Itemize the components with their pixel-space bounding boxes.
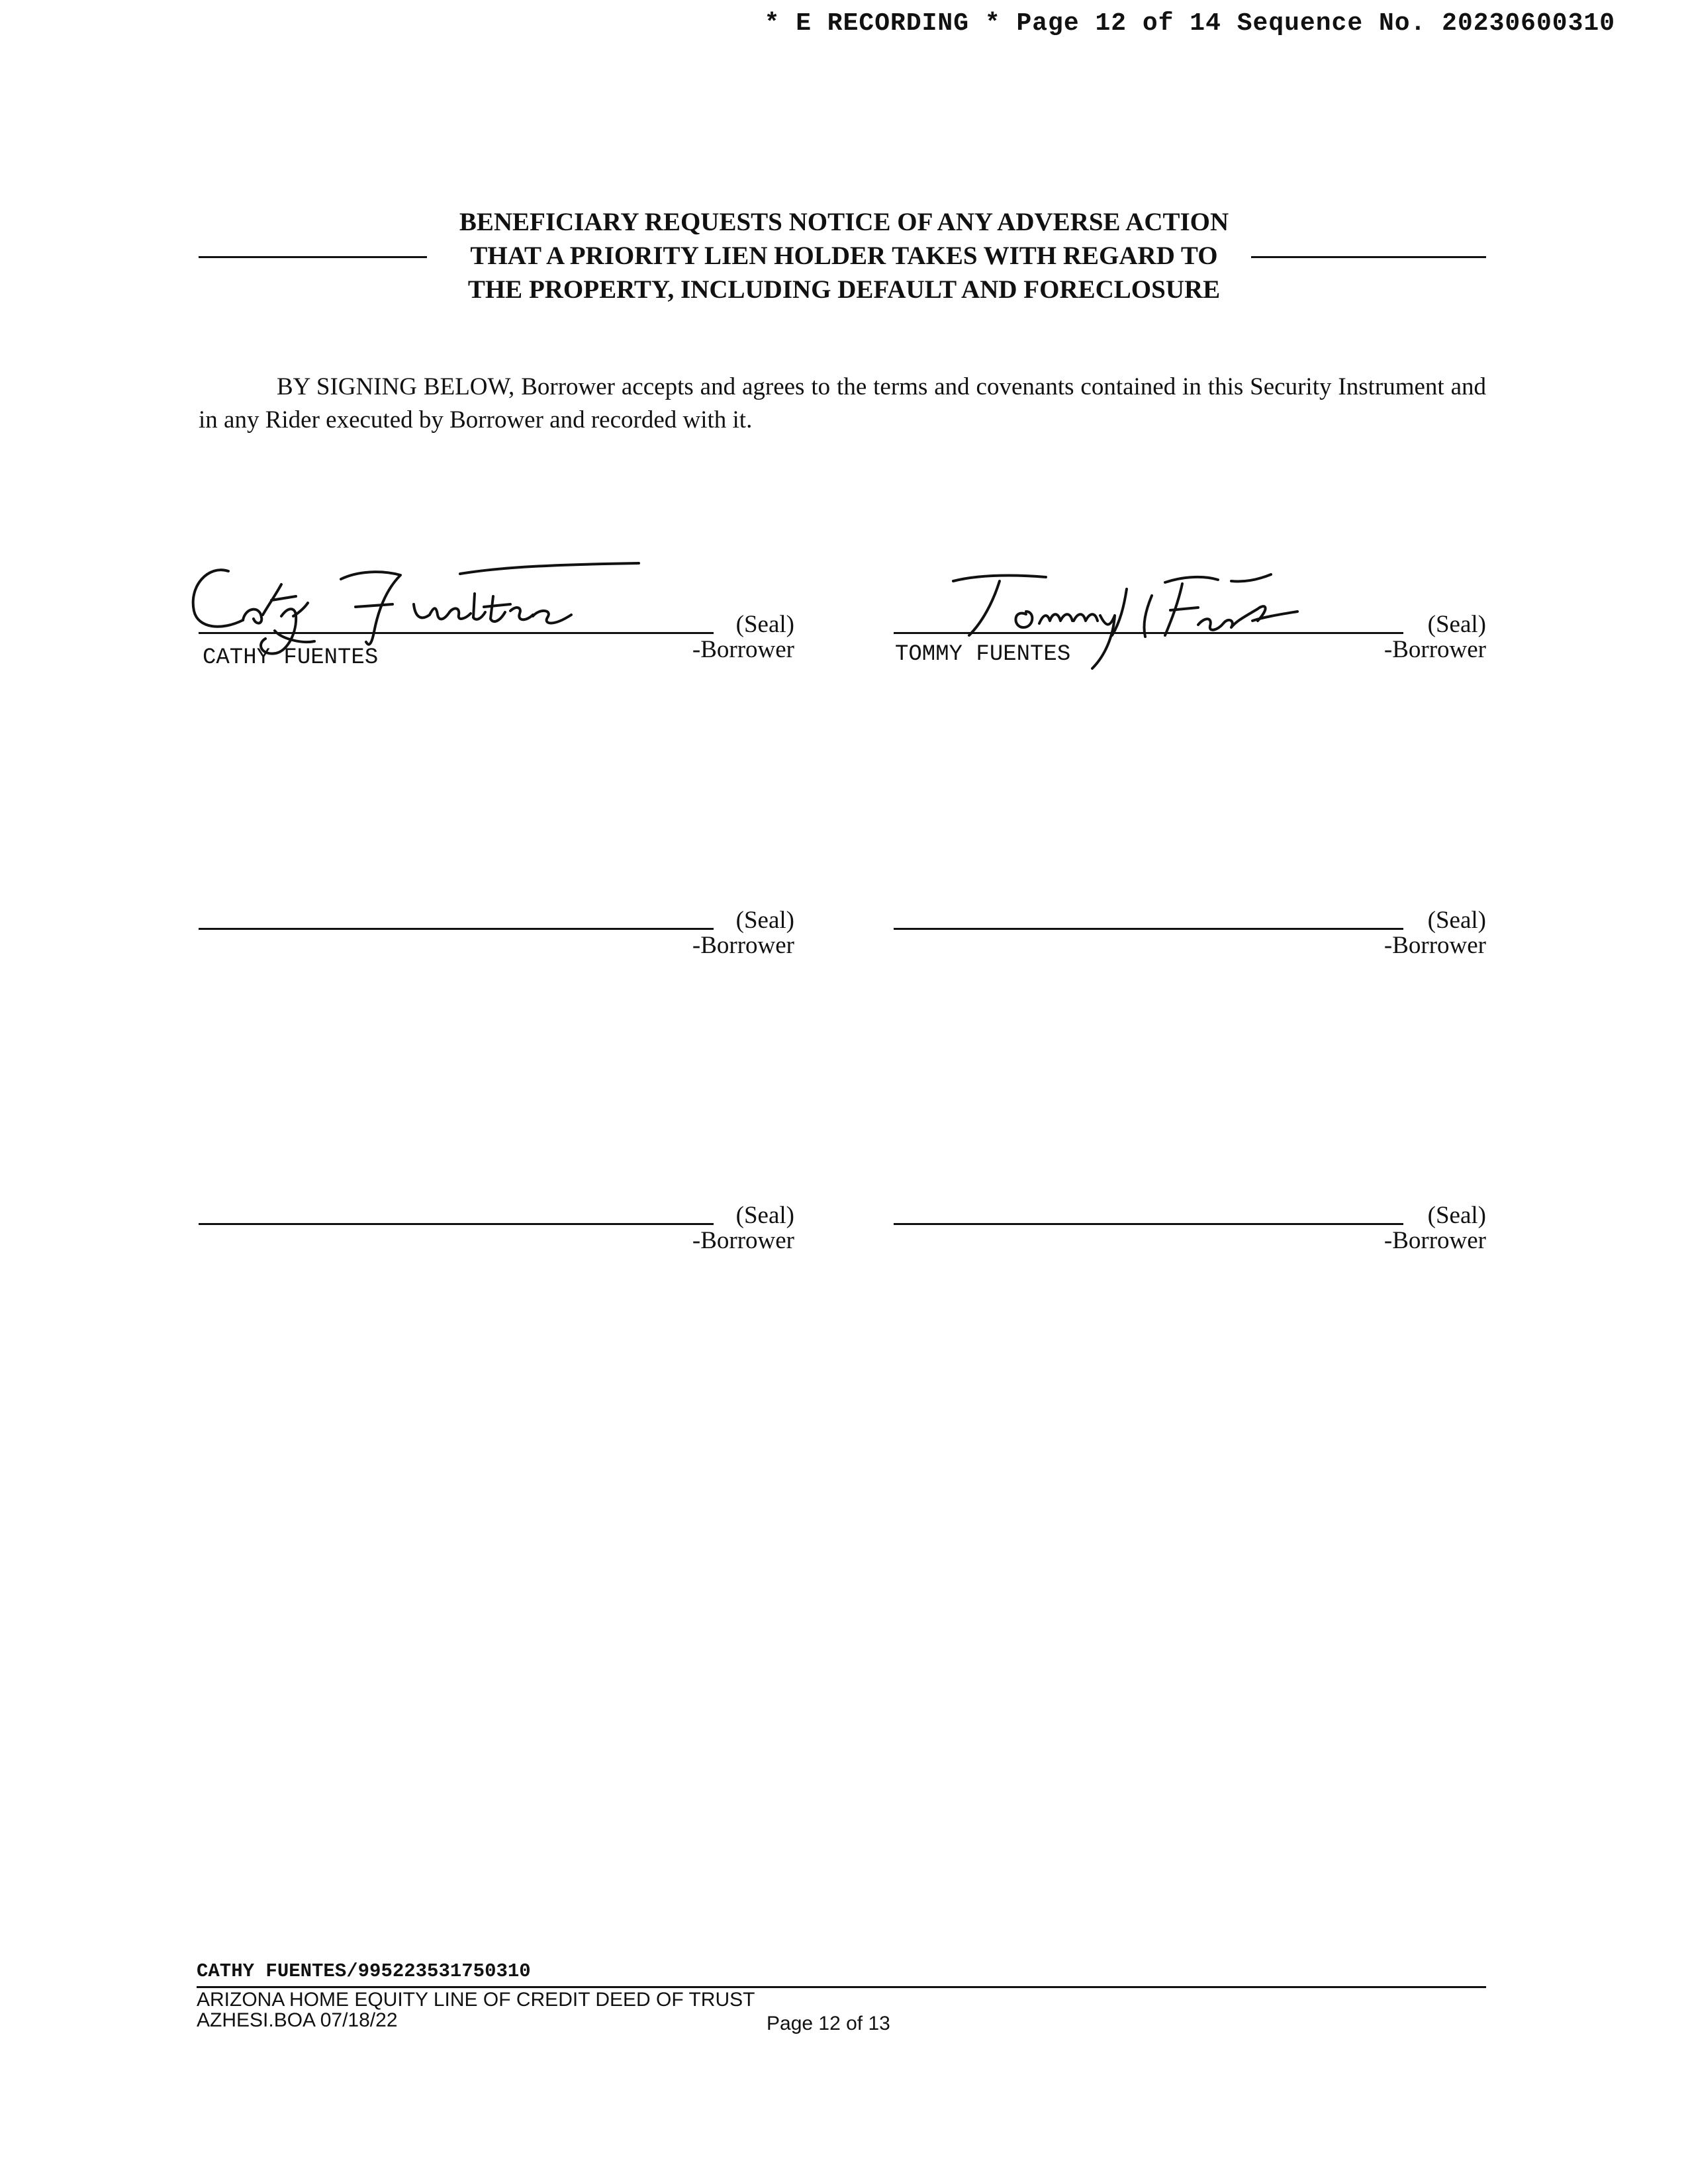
seal-label-1	[622, 612, 794, 662]
seal-text-2: (Seal)	[1427, 611, 1486, 638]
title-rule-left	[199, 256, 427, 258]
seal-text-6: (Seal)	[1427, 1202, 1486, 1229]
footer-rule	[197, 1986, 1486, 1988]
seal-label-5	[622, 1203, 794, 1253]
borrower-label-1: -Borrower	[692, 636, 794, 663]
borrower-label-6: -Borrower	[1383, 1227, 1486, 1254]
seal-text-1: (Seal)	[735, 611, 794, 638]
seal-text-5: (Seal)	[735, 1202, 794, 1229]
borrower-label-4: -Borrower	[1383, 932, 1486, 959]
recording-header: * E RECORDING * Page 12 of 14 Sequence No. 20230600310	[764, 9, 1615, 38]
borrower-name-1: CATHY FUENTES	[203, 645, 379, 670]
footer-form-title: ARIZONA HOME EQUITY LINE OF CREDIT DEED OF TRUST	[197, 1989, 755, 2011]
title-line-3: THE PROPERTY, INCLUDING DEFAULT AND FORECLOSURE	[467, 275, 1221, 304]
footer-reference: CATHY FUENTES/995223531750310	[197, 1960, 531, 1982]
footer-form-code: AZHESI.BOA 07/18/22	[197, 2009, 398, 2031]
title-line-1: BENEFICIARY REQUESTS NOTICE OF ANY ADVERSE ACTION	[459, 208, 1229, 236]
title-line-2: THAT A PRIORITY LIEN HOLDER TAKES WITH REGARD TO	[470, 242, 1218, 270]
seal-label-3	[622, 908, 794, 958]
borrower-name-2: TOMMY FUENTES	[895, 642, 1071, 667]
seal-label-6	[1317, 1203, 1486, 1253]
seal-text-4: (Seal)	[1427, 907, 1486, 934]
title-rule-right	[1251, 256, 1486, 258]
signing-paragraph: BY SIGNING BELOW, Borrower accepts and agrees to the terms and covenants contained in this Security Instrument and in any Rider executed by Borrower and recorded with it.	[199, 373, 1486, 433]
seal-label-4	[1317, 908, 1486, 958]
seal-text-3: (Seal)	[735, 907, 794, 934]
seal-label-2	[1317, 612, 1486, 662]
borrower-label-3: -Borrower	[692, 932, 794, 959]
borrower-label-2: -Borrower	[1383, 636, 1486, 663]
borrower-label-5: -Borrower	[692, 1227, 794, 1254]
footer-page-number: Page 12 of 13	[767, 2013, 890, 2034]
